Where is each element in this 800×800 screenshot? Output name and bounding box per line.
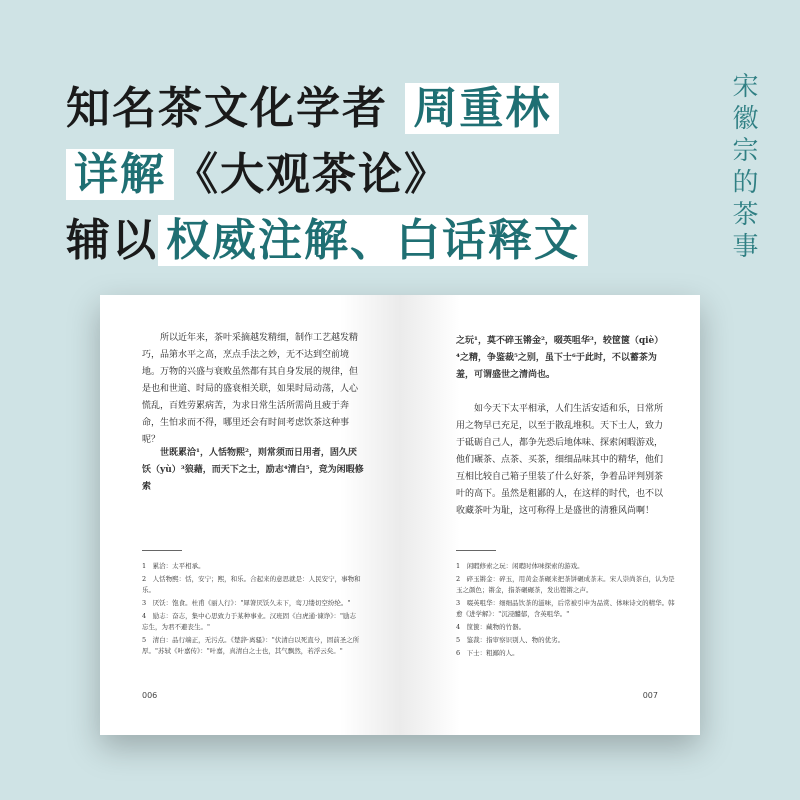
headline-text: 辅以: [66, 215, 158, 266]
headline-line-2: [66, 138, 450, 202]
headline-line-1: [66, 72, 559, 136]
book-title-text: 《大观茶论》: [174, 149, 450, 200]
right-translation-paragraph: 如今天下太平相承，人们生活安适和乐，日常所用之物早已充足，以至于散乱堆积。天下士人，致力于砥砺自己人，都争先恐后地体味、探索闲暇游戏，他们碾茶、点茶、买茶，细细品味其中的精华，他们互相比较自己箱子里装了什么好茶，争着品评判别茶叶的高下。虽然是粗鄙的人，在这样的时代，也不以收藏茶叶为耻，这可称得上是盛世的清雅风尚啊！: [456, 404, 664, 516]
side-title: 宋徽宗的茶事: [728, 72, 758, 264]
footnote: 1 闲暇修索之玩：闲暇时体味探索的游戏。: [456, 562, 584, 570]
left-footnotes: [142, 561, 362, 659]
footnote: 3 厌饫：饱食。杜甫《丽人行》："犀箸厌饫久未下，鸾刀缕切空纷纶。": [142, 599, 351, 607]
footnote: 5 鉴裁：指审察识别人、物的优劣。: [456, 636, 565, 644]
right-original-text: 之玩¹，莫不碎玉锵金²，啜英咀华³，较筐箧（qiè）⁴之精，争鉴裁⁵之别，虽下士⁶于此时，不以蓄茶为羞，可谓盛世之清尚也。: [456, 336, 664, 380]
left-page: [100, 295, 400, 735]
headline-line-3: [66, 204, 588, 268]
right-footnotes: [456, 561, 676, 661]
footnote: 1 累洽：太平相承。: [142, 562, 205, 570]
footnote: 2 碎玉锵金：碎玉，用黄金茶碾来把茶饼碾成茶末。宋人崇尚茶白，认为是玉之颜色；锵金，指茶碾碾茶，发出铿锵之声。: [456, 575, 675, 594]
right-page: [400, 295, 700, 735]
left-translation-paragraph: 所以近年来，茶叶采摘越发精细，制作工艺越发精巧，品第水平之高，烹点手法之妙，无不达到空前境地。万物的兴盛与衰败虽然都有其自身发展的规律，但是也和世道、时局的盛衰相关联，如果时局动荡，人心慌乱，百姓劳累病苦，为求日常生活所需尚且疲于奔命，生怕求而不得，哪里还会有时间考虑饮茶这种事呢？: [142, 333, 359, 445]
footnote: 2 人恬物熙：恬，安宁；熙，和乐。合起来的意思就是：人民安宁，事物和乐。: [142, 575, 361, 594]
page-number: 007: [642, 691, 658, 700]
footnote: 4 励志：奋志，集中心思致力于某种事业。汉班固《白虎通·谏诤》："励志忘生，为君不避丧生。": [142, 612, 356, 631]
headline-highlight: 权威注解、白话释文: [158, 215, 588, 266]
footnote-divider: [142, 550, 182, 551]
footnote: 3 啜英咀华：细细品饮茶的滋味，后常被引申为品赏、体味诗文的精华。韩愈《进学解》："沉浸醲郁，含英咀华。": [456, 599, 675, 618]
footnote: 5 清白：品行端正，无污点。《楚辞·离骚》："伏清白以死直兮，固前圣之所厚。"苏轼《叶嘉传》："叶嘉，真清白之士也，其气飘然，若浮云矣。": [142, 636, 360, 655]
author-name-highlight: 周重林: [405, 83, 559, 134]
open-book: [100, 295, 700, 735]
headline-highlight: 详解: [66, 149, 174, 200]
page-number: 006: [142, 691, 158, 700]
footnote-divider: [456, 550, 496, 551]
footnote: 6 下士：粗鄙的人。: [456, 649, 519, 657]
headline-text: 知名茶文化学者: [66, 83, 388, 134]
footnote: 4 筐箧：藏物的竹器。: [456, 623, 526, 631]
left-original-text: 世既累洽¹，人恬物熙²，则常须而日用者，固久厌饫（yù）³狼藉，而天下之士，励志⁴清白⁵，竞为闲暇修索: [142, 448, 364, 492]
